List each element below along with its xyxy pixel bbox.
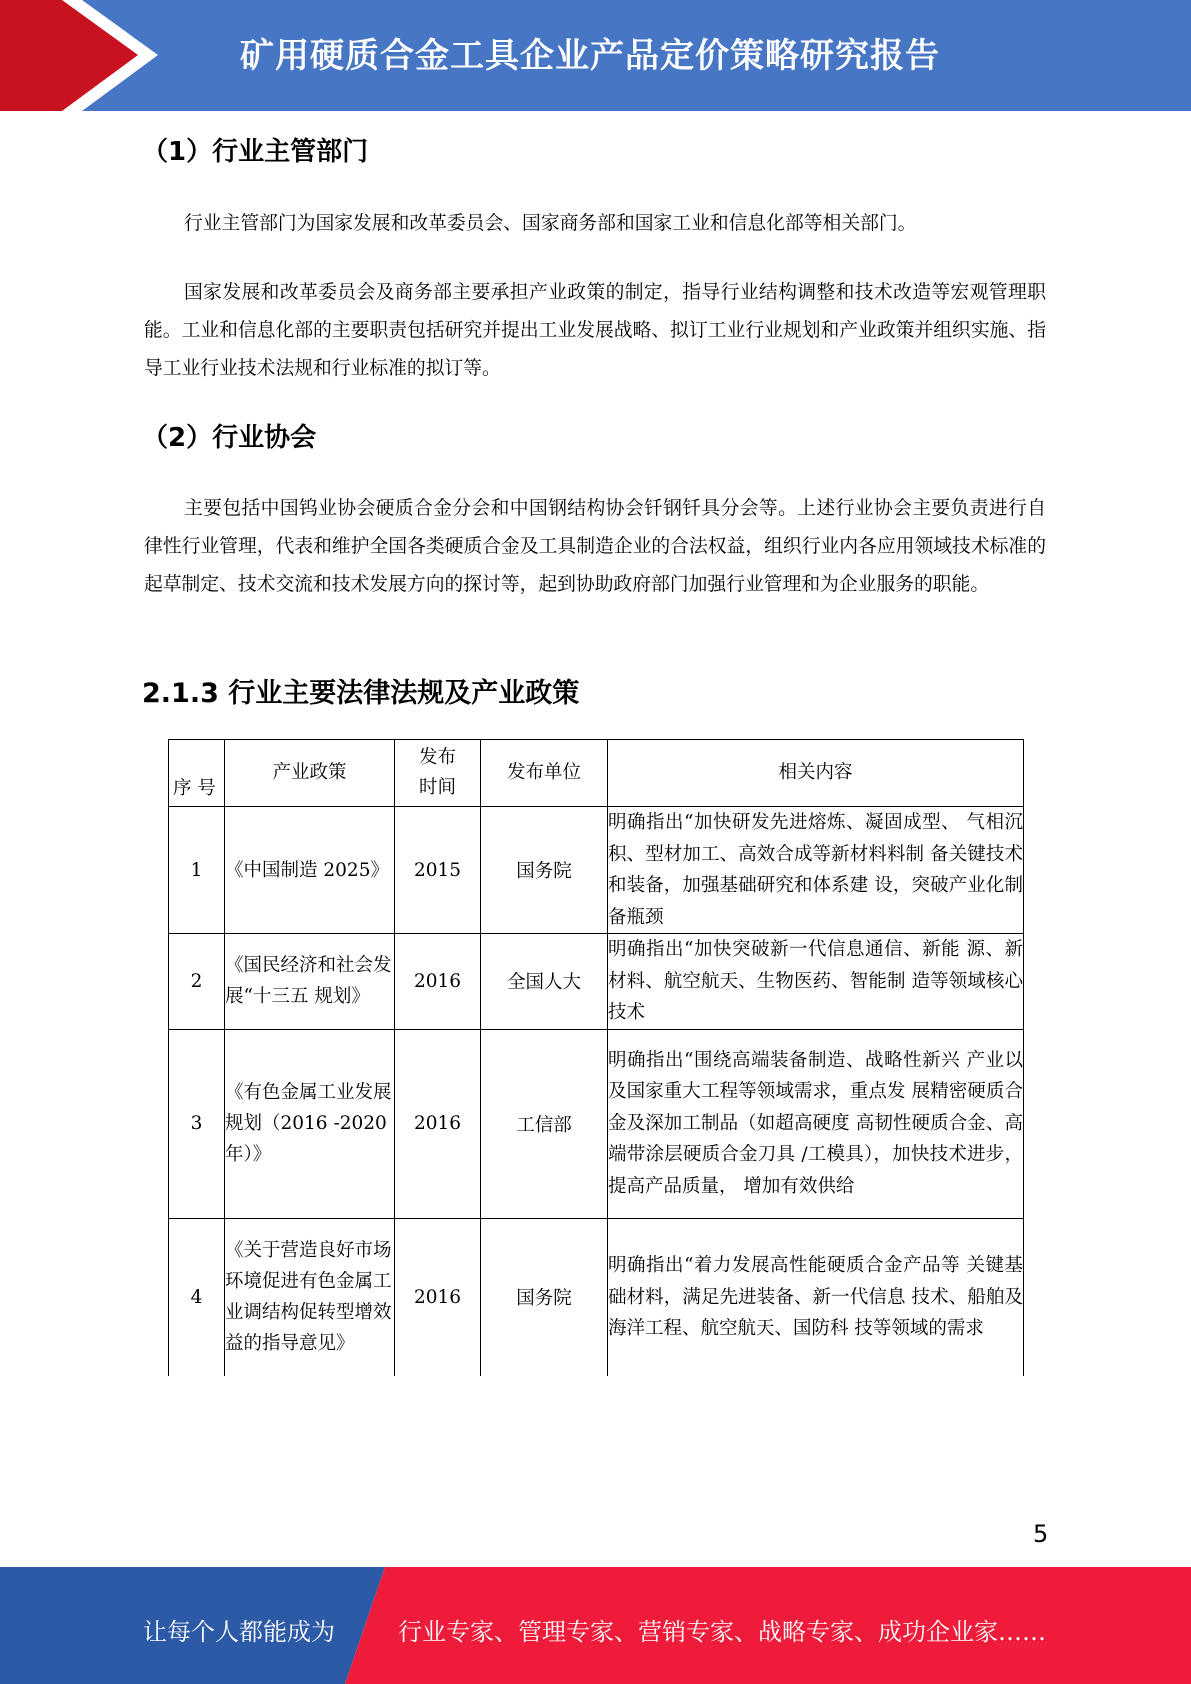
header-issuer: 发布单位 xyxy=(481,740,608,807)
heading-industry-authority: （1）行业主管部门 xyxy=(142,137,369,167)
cell-policy: 《国民经济和社会发展“十三五 规划》 xyxy=(225,934,395,1030)
cell-no: 4 xyxy=(169,1218,225,1376)
cell-policy: 《中国制造 2025》 xyxy=(225,807,395,934)
table-header-row xyxy=(169,740,1024,807)
cell-year: 2016 xyxy=(395,1218,481,1376)
cell-policy: 《有色金属工业发展规划（2016 -2020 年）》 xyxy=(225,1029,395,1218)
header-policy: 产业政策 xyxy=(225,740,395,807)
cell-content: 明确指出“围绕高端装备制造、战略性新兴 产业以及国家重大工程等领域需求，重点发 展精密硬质合金及深加工制品（如超高硬度 高韧性硬质合金、高端带涂层硬质合金刀具 /工模具），加快技术进步，提高产品质量， 增加有效供给 xyxy=(608,1029,1024,1218)
footer-slogan-right: 行业专家、管理专家、营销专家、战略专家、成功企业家…… xyxy=(398,1618,1046,1646)
cell-no: 2 xyxy=(169,934,225,1030)
footer-slogan-left: 让每个人都能成为 xyxy=(143,1618,335,1646)
cell-issuer: 全国人大 xyxy=(481,934,608,1030)
cell-no: 1 xyxy=(169,807,225,934)
cell-issuer: 国务院 xyxy=(481,807,608,934)
cell-content: 明确指出“着力发展高性能硬质合金产品等 关键基础材料，满足先进装备、新一代信息 技术、船舶及海洋工程、航空航天、国防科 技等领域的需求 xyxy=(608,1218,1024,1376)
header-no: 序 号 xyxy=(169,740,225,807)
table-row xyxy=(169,1029,1024,1218)
heading-industry-association: （2）行业协会 xyxy=(142,423,317,453)
cell-policy: 《关于营造良好市场环境促进有色金属工业调结构促转型增效益的指导意见》 xyxy=(225,1218,395,1376)
table-row xyxy=(169,807,1024,934)
page-number: 5 xyxy=(1033,1520,1049,1548)
paragraph-authority-2: 国家发展和改革委员会及商务部主要承担产业政策的制定，指导行业结构调整和技术改造等宏观管理职能。工业和信息化部的主要职责包括研究并提出工业发展战略、拟订工业行业规划和产业政策并组织实施、指导工业行业技术法规和行业标准的拟订等。 xyxy=(144,282,1046,379)
paragraph-authority-1: 行业主管部门为国家发展和改革委员会、国家商务部和国家工业和信息化部等相关部门。 xyxy=(184,213,917,234)
report-title: 矿用硬质合金工具企业产品定价策略研究报告 xyxy=(240,36,940,76)
heading-laws-and-policies: 2.1.3 行业主要法律法规及产业政策 xyxy=(142,678,580,709)
header-content: 相关内容 xyxy=(608,740,1024,807)
cell-content: 明确指出“加快突破新一代信息通信、新能 源、新材料、航空航天、生物医药、智能制 造等领域核心技术 xyxy=(608,934,1024,1030)
table-row xyxy=(169,1218,1024,1376)
header-year-line1: 发布 xyxy=(418,747,456,768)
cell-issuer: 工信部 xyxy=(481,1029,608,1218)
paragraph-association: 主要包括中国钨业协会硬质合金分会和中国钢结构协会钎钢钎具分会等。上述行业协会主要负责进行自律性行业管理，代表和维护全国各类硬质合金及工具制造企业的合法权益，组织行业内各应用领域技术标准的起草制定、技术交流和技术发展方向的探讨等，起到协助政府部门加强行业管理和为企业服务的职能。 xyxy=(144,498,1046,595)
cell-no: 3 xyxy=(169,1029,225,1218)
header-year-line2: 时间 xyxy=(418,777,456,798)
header-year xyxy=(395,740,481,807)
cell-issuer: 国务院 xyxy=(481,1218,608,1376)
header-chevron-icon xyxy=(0,0,160,111)
policy-table xyxy=(168,739,1024,1376)
header-band xyxy=(0,0,1191,111)
cell-year: 2016 xyxy=(395,934,481,1030)
cell-content: 明确指出“加快研发先进熔炼、凝固成型、 气相沉积、型材加工、高效合成等新材料料制 备关键技术和装备，加强基础研究和体系建 设，突破产业化制备瓶颈 xyxy=(608,807,1024,934)
cell-year: 2016 xyxy=(395,1029,481,1218)
table-row xyxy=(169,934,1024,1030)
cell-year: 2015 xyxy=(395,807,481,934)
